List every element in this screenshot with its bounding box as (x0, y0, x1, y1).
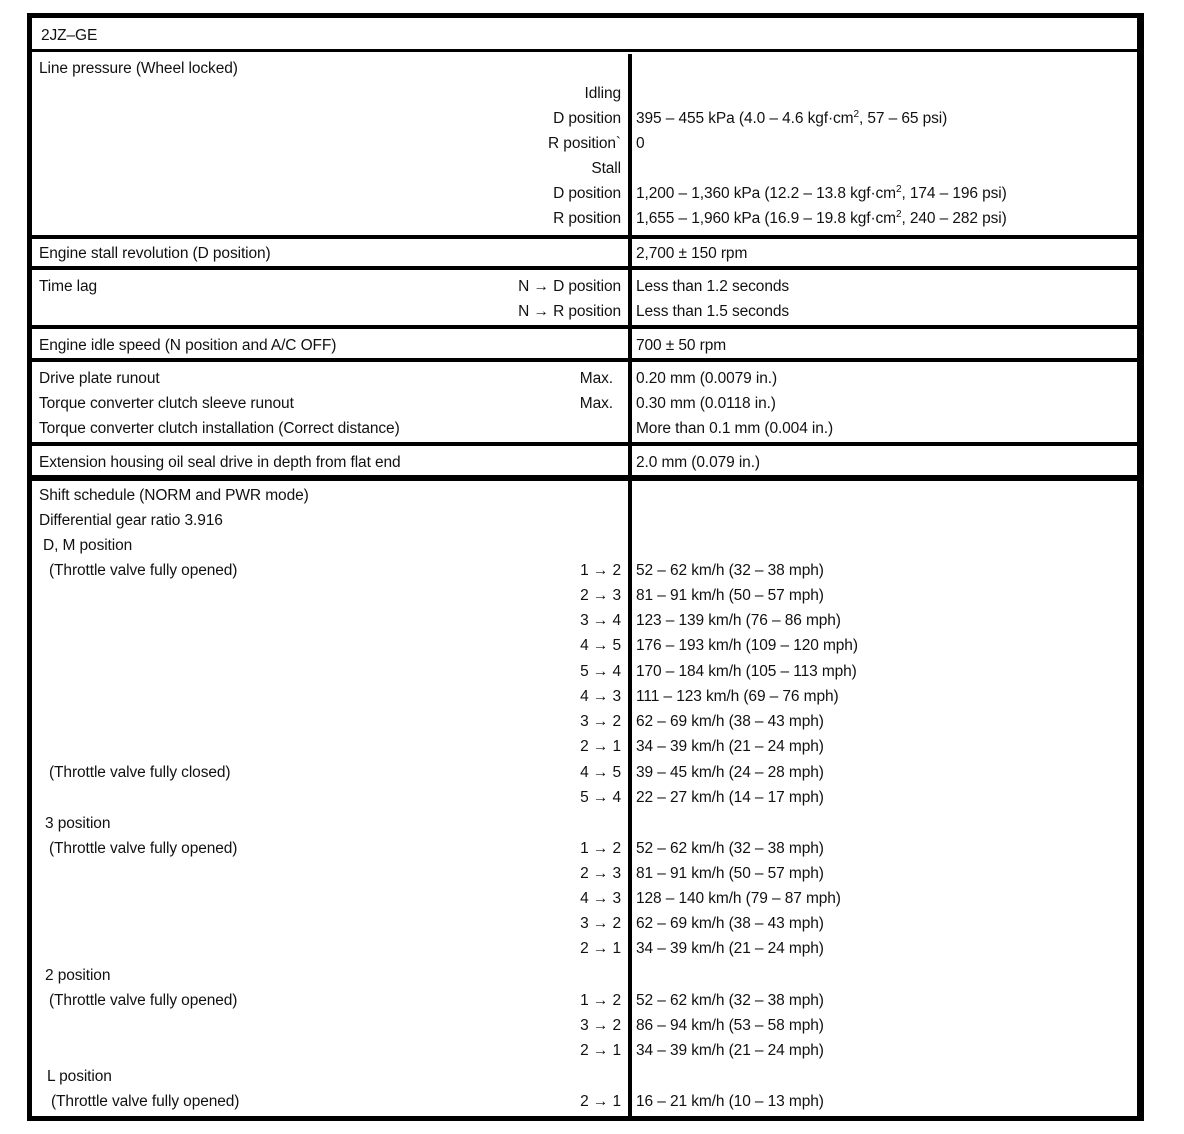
line-pressure-label: Line pressure (Wheel locked) (39, 60, 238, 77)
oil-seal-label: Extension housing oil seal drive in depth from flat end (39, 454, 401, 471)
shift-point: 1 → 2 (580, 992, 621, 1009)
rule-stall (32, 266, 1137, 270)
position-3-heading: 3 position (45, 815, 111, 832)
shift-point: 5 → 4 (580, 789, 621, 806)
drive-plate-runout-max: Max. (579, 370, 613, 387)
time-lag-nd-label: N → D position (518, 278, 621, 295)
shift-speed: 123 – 139 km/h (76 – 86 mph) (636, 612, 841, 629)
shift-speed: 62 – 69 km/h (38 – 43 mph) (636, 915, 824, 932)
rule-idle (32, 358, 1137, 362)
sleeve-runout-max: Max. (579, 395, 613, 412)
shift-speed: 111 – 123 km/h (69 – 76 mph) (636, 688, 839, 705)
shift-point: 3 → 4 (580, 612, 621, 629)
p3-throttle-opened: (Throttle valve fully opened) (49, 840, 238, 857)
rule-title (32, 49, 1137, 52)
shift-point: 2 → 1 (580, 1093, 621, 1110)
idle-speed-value: 700 ± 50 rpm (636, 337, 727, 354)
shift-speed: 170 – 184 km/h (105 – 113 mph) (636, 663, 857, 680)
engine-title: 2JZ–GE (41, 27, 98, 44)
clutch-installation-value: More than 0.1 mm (0.004 in.) (636, 420, 834, 437)
spec-table (27, 13, 1144, 1121)
dm-throttle-opened: (Throttle valve fully opened) (49, 562, 238, 579)
clutch-installation-label: Torque converter clutch installation (Correct distance) (39, 420, 400, 437)
shift-point: 3 → 2 (580, 915, 621, 932)
shift-speed: 34 – 39 km/h (21 – 24 mph) (636, 940, 824, 957)
stall-label: Stall (591, 160, 621, 177)
shift-point: 2 → 3 (580, 865, 621, 882)
rule-runout (32, 442, 1137, 446)
shift-point: 3 → 2 (580, 713, 621, 730)
shift-speed: 52 – 62 km/h (32 – 38 mph) (636, 840, 824, 857)
shift-speed: 81 – 91 km/h (50 – 57 mph) (636, 587, 824, 604)
shift-speed: 52 – 62 km/h (32 – 38 mph) (636, 992, 824, 1009)
shift-point: 2 → 3 (580, 587, 621, 604)
shift-point: 2 → 1 (580, 940, 621, 957)
sleeve-runout-label: Torque converter clutch sleeve runout (39, 395, 294, 412)
idling-d-value: 395 – 455 kPa (4.0 – 4.6 $kgf\cdot cm^2$, 57 – 65 psi) (636, 109, 948, 127)
rule-oil-seal (32, 475, 1137, 481)
time-lag-nd-value: Less than 1.2 seconds (636, 278, 790, 295)
shift-speed: 176 – 193 km/h (109 – 120 mph) (636, 637, 858, 654)
shift-point: 1 → 2 (580, 840, 621, 857)
shift-speed: 39 – 45 km/h (24 – 28 mph) (636, 764, 824, 781)
shift-speed: 81 – 91 km/h (50 – 57 mph) (636, 865, 824, 882)
shift-speed: 62 – 69 km/h (38 – 43 mph) (636, 713, 824, 730)
shift-schedule-title: Shift schedule (NORM and PWR mode) (39, 487, 309, 504)
column-divider (628, 54, 632, 1116)
shift-point: 2 → 1 (580, 738, 621, 755)
idle-speed-label: Engine idle speed (N position and A/C OFF) (39, 337, 337, 354)
shift-point: 4 → 3 (580, 890, 621, 907)
stall-revolution-label: Engine stall revolution (D position) (39, 245, 271, 262)
idling-r-label: R position` (548, 135, 621, 152)
stall-r-value: 1,655 – 1,960 kPa (16.9 – 19.8 $kgf\cdot cm^2$, 240 – 282 psi) (636, 209, 1007, 227)
gear-ratio: Differential gear ratio 3.916 (39, 512, 223, 529)
shift-point: 4 → 5 (580, 637, 621, 654)
stall-d-label: D position (553, 185, 621, 202)
shift-speed: 34 – 39 km/h (21 – 24 mph) (636, 738, 824, 755)
shift-speed: 16 – 21 km/h (10 – 13 mph) (636, 1093, 824, 1110)
shift-speed: 86 – 94 km/h (53 – 58 mph) (636, 1017, 824, 1034)
shift-point: 3 → 2 (580, 1017, 621, 1034)
shift-point: 4 → 5 (580, 764, 621, 781)
position-2-heading: 2 position (45, 967, 111, 984)
stall-revolution-value: 2,700 ± 150 rpm (636, 245, 748, 262)
oil-seal-value: 2.0 mm (0.079 in.) (636, 454, 760, 471)
stall-d-value: 1,200 – 1,360 kPa (12.2 – 13.8 $kgf\cdot cm^2$, 174 – 196 psi) (636, 184, 1007, 202)
shift-point: 2 → 1 (580, 1042, 621, 1059)
p2-throttle-opened: (Throttle valve fully opened) (49, 992, 238, 1009)
idling-r-value: 0 (636, 135, 645, 152)
sleeve-runout-value: 0.30 mm (0.0118 in.) (636, 395, 776, 412)
shift-point: 4 → 3 (580, 688, 621, 705)
shift-point: 5 → 4 (580, 663, 621, 680)
drive-plate-runout-value: 0.20 mm (0.0079 in.) (636, 370, 778, 387)
position-l-heading: L position (47, 1068, 112, 1085)
stall-r-label: R position (553, 210, 621, 227)
idling-d-label: D position (553, 110, 621, 127)
rule-time-lag (32, 325, 1137, 329)
shift-point: 1 → 2 (580, 562, 621, 579)
dm-throttle-closed: (Throttle valve fully closed) (49, 764, 231, 781)
time-lag-nr-value: Less than 1.5 seconds (636, 303, 790, 320)
shift-speed: 52 – 62 km/h (32 – 38 mph) (636, 562, 824, 579)
pl-throttle-opened: (Throttle valve fully opened) (51, 1093, 240, 1110)
time-lag-label: Time lag (39, 278, 98, 295)
shift-speed: 34 – 39 km/h (21 – 24 mph) (636, 1042, 824, 1059)
shift-speed: 22 – 27 km/h (14 – 17 mph) (636, 789, 824, 806)
shift-speed: 128 – 140 km/h (79 – 87 mph) (636, 890, 841, 907)
idling-label: Idling (584, 85, 621, 102)
drive-plate-runout-label: Drive plate runout (39, 370, 160, 387)
dm-position-heading: D, M position (43, 537, 133, 554)
rule-line-pressure (32, 235, 1137, 239)
time-lag-nr-label: N → R position (518, 303, 621, 320)
